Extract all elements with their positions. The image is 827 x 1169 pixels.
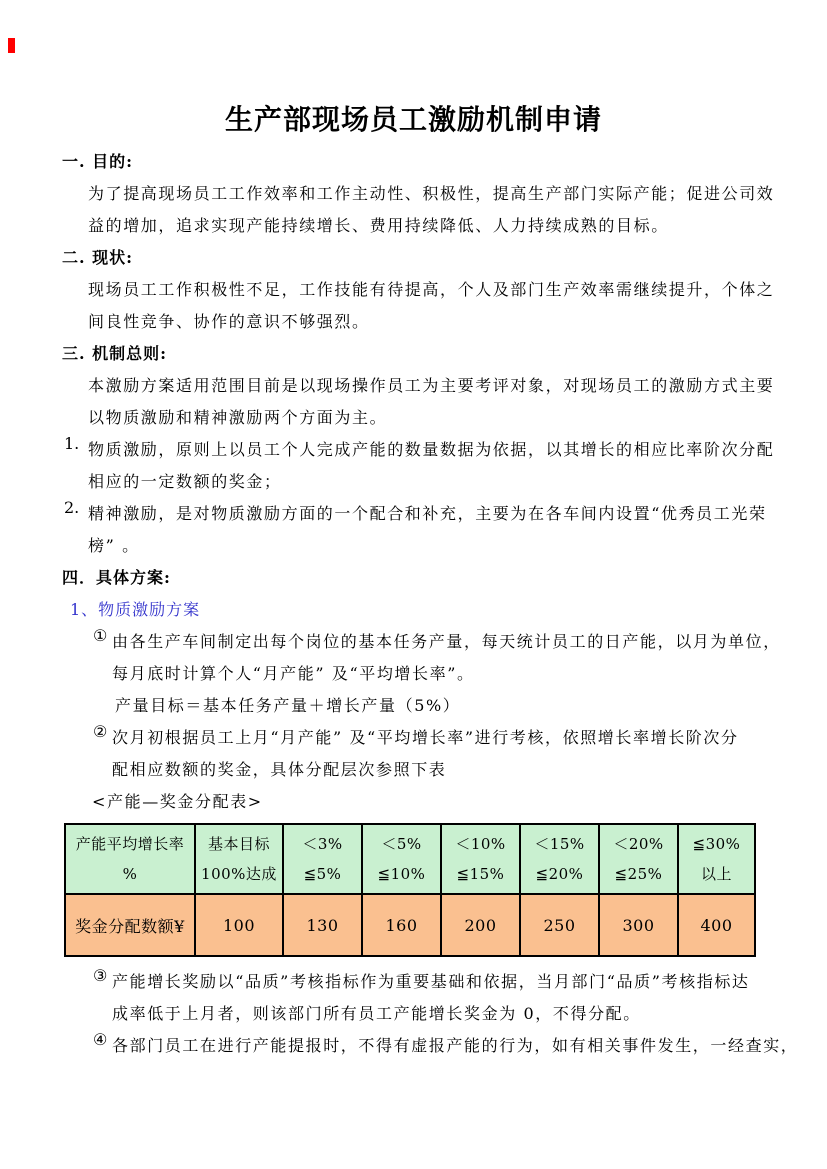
circled-item-3 (62, 966, 765, 1030)
circled-number: ④ (93, 1030, 108, 1049)
header-cell-tier-4 (520, 824, 599, 894)
paragraph-line: 各部门员工在进行产能提报时，不得有虚报产能的行为，如有相关事件发生，一经查实， (112, 1036, 799, 1055)
header-cell-line: ≦25% (614, 865, 663, 883)
paragraph-line: 由各生产车间制定出每个岗位的基本任务产量，每天统计员工的日产能，以月为单位， (112, 632, 781, 651)
document-body (62, 146, 799, 1062)
header-cell-line: ＜3% (302, 835, 343, 853)
list-item-material-incentive (62, 434, 775, 498)
circled-item-4 (62, 1030, 799, 1062)
header-cell-line: ＜10% (455, 835, 506, 853)
data-cell-value: 130 (283, 894, 362, 956)
header-cell-line: 100%达成 (201, 865, 277, 883)
section-heading-plan: 四．具体方案: (62, 568, 171, 587)
list-number: 2. (64, 498, 80, 517)
data-cell-label: 奖金分配数额¥ (65, 894, 195, 956)
paragraph-line: 本激励方案适用范围目前是以现场操作员工为主要考评对象，对现场员工的激励方式主要 (88, 376, 775, 395)
paragraph-line: 榜” 。 (88, 536, 140, 555)
section-heading-status: 二. 现状: (62, 248, 134, 267)
paragraph-line: 每月底时计算个人“月产能” 及“平均增长率”。 (112, 664, 475, 683)
header-cell-line: ≦10% (377, 865, 426, 883)
paragraph-line: 配相应数额的奖金，具体分配层次参照下表 (112, 760, 447, 779)
section-heading-principles: 三. 机制总则: (62, 344, 168, 363)
header-cell-line: ≦20% (535, 865, 584, 883)
header-cell-line: ＜15% (534, 835, 585, 853)
data-cell-value: 200 (441, 894, 520, 956)
paragraph-line: 相应的一定数额的奖金； (88, 472, 282, 491)
data-cell-value: 100 (195, 894, 283, 956)
header-cell-line: 产能平均增长率 (75, 835, 185, 853)
paragraph-line: 现场员工工作积极性不足，工作技能有待提高，个人及部门生产效率需继续提升，个体之 (88, 280, 775, 299)
header-cell-tier-1 (283, 824, 362, 894)
paragraph-line: 精神激励，是对物质激励方面的一个配合和补充，主要为在各车间内设置“优秀员工光荣 (88, 504, 767, 523)
paragraph-line: 次月初根据员工上月“月产能” 及“平均增长率”进行考核，依照增长率增长阶次分 (112, 728, 739, 747)
circled-number: ① (93, 626, 108, 645)
header-cell-line: % (122, 865, 138, 883)
header-cell-tier-6 (678, 824, 755, 894)
circled-item-2 (62, 722, 765, 786)
paragraph-line: 物质激励，原则上以员工个人完成产能的数量数据为依据，以其增长的相应比率阶次分配 (88, 440, 775, 459)
header-cell-line: 以上 (700, 865, 732, 883)
table-caption: <产能—奖金分配表> (92, 792, 263, 811)
list-number: 1. (64, 434, 80, 453)
header-cell-line: ≦15% (456, 865, 505, 883)
paragraph-line: 间良性竞争、协作的意识不够强烈。 (88, 312, 370, 331)
paragraph-line: 成率低于上月者，则该部门所有员工产能增长奖金为 0，不得分配。 (112, 1004, 641, 1023)
header-cell-base-target (195, 824, 283, 894)
paragraph-line: 益的增加，追求实现产能持续增长、费用持续降低、人力持续成熟的目标。 (88, 216, 669, 235)
paragraph-line: 以物质激励和精神激励两个方面为主。 (88, 408, 388, 427)
header-cell-line: 基本目标 (207, 835, 270, 853)
paragraph-line: 产能增长奖励以“品质”考核指标作为重要基础和依据，当月部门“品质”考核指标达 (112, 972, 750, 991)
data-cell-value: 160 (362, 894, 441, 956)
header-cell-line: ＜5% (381, 835, 422, 853)
circled-number: ② (93, 722, 108, 741)
circled-number: ③ (93, 966, 108, 985)
table-data-row (65, 894, 755, 956)
section-heading-purpose: 一. 目的: (62, 152, 134, 171)
list-item-spiritual-incentive (62, 498, 765, 562)
data-cell-value: 400 (678, 894, 755, 956)
data-cell-value: 300 (599, 894, 678, 956)
header-cell-line: ≦5% (303, 865, 342, 883)
header-cell-line: ＜20% (613, 835, 664, 853)
corner-red-mark (8, 38, 15, 53)
circled-item-1 (62, 626, 781, 690)
page-title: 生产部现场员工激励机制申请 (224, 103, 602, 136)
paragraph-line: 为了提高现场员工工作效率和工作主动性、积极性，提高生产部门实际产能；促进公司效 (88, 184, 775, 203)
header-cell-line: ≦30% (692, 835, 741, 853)
header-cell-tier-2 (362, 824, 441, 894)
subsection-title-material-plan: 1、物质激励方案 (70, 600, 201, 619)
formula-line: 产量目标＝基本任务产量＋增长产量（5%） (115, 696, 461, 715)
table-header-row (65, 824, 755, 894)
data-cell-value: 250 (520, 894, 599, 956)
header-cell-tier-3 (441, 824, 520, 894)
bonus-distribution-table (64, 823, 756, 957)
header-cell-tier-5 (599, 824, 678, 894)
header-cell-growth-rate (65, 824, 195, 894)
